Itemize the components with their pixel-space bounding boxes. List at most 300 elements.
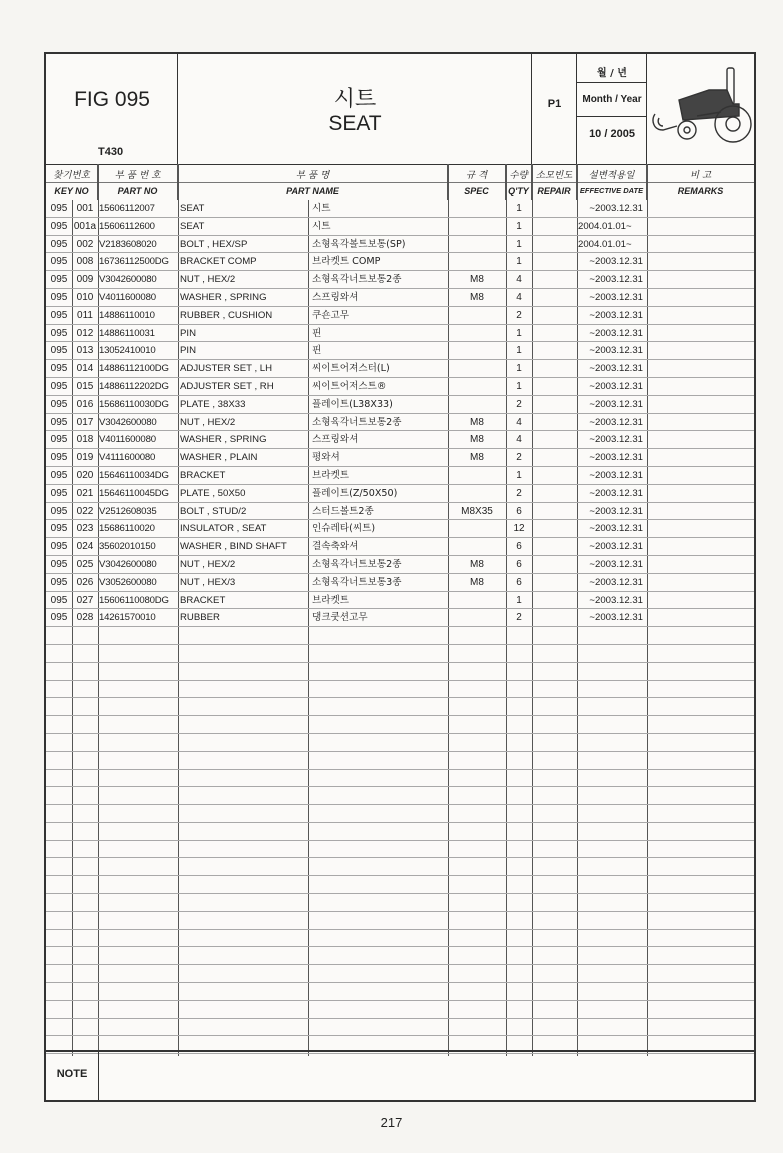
part-name-korean: 플레이트(Z/50X50)	[312, 487, 398, 499]
page-cell	[532, 54, 577, 164]
part-number: V4011600080	[99, 291, 156, 303]
repair	[532, 520, 577, 537]
table-row	[46, 520, 754, 538]
empty-row	[46, 894, 754, 912]
repair	[532, 609, 577, 626]
key-number: 008	[76, 256, 94, 268]
part-name-english: RUBBER , CUSHION	[180, 309, 273, 321]
part-number: V4011600080	[99, 434, 156, 446]
remarks	[647, 503, 754, 520]
empty-row	[46, 841, 754, 859]
spec	[448, 538, 506, 555]
part-name-korean: 핀	[312, 345, 322, 357]
spec	[448, 307, 506, 324]
empty-row	[46, 681, 754, 699]
part-number: 13052410010	[99, 345, 156, 357]
key-number: 017	[76, 416, 94, 428]
remarks	[647, 218, 754, 235]
table-row	[46, 271, 754, 289]
part-name-korean: 스터드볼트2종	[312, 505, 374, 517]
key-group: 095	[50, 612, 68, 624]
note-label: NOTE	[56, 1068, 88, 1080]
part-name-english: WASHER , SPRING	[180, 291, 267, 303]
quantity: 4	[516, 434, 522, 446]
remarks	[647, 556, 754, 573]
remarks	[647, 325, 754, 342]
part-number: 14261570010	[99, 612, 156, 624]
table-row	[46, 485, 754, 503]
empty-row	[46, 965, 754, 983]
repair	[532, 271, 577, 288]
empty-row	[46, 876, 754, 894]
part-name-korean: 소형육각너트보통2종	[312, 274, 402, 286]
repair	[532, 253, 577, 270]
repair	[532, 574, 577, 591]
effective-date: ~2003.12.31	[589, 434, 643, 446]
table-row	[46, 503, 754, 521]
key-group: 095	[50, 256, 68, 268]
effective-date: ~2003.12.31	[589, 541, 643, 553]
key-group: 095	[50, 523, 68, 535]
part-name-english: NUT , HEX/2	[180, 416, 236, 428]
repair	[532, 431, 577, 448]
key-group: 095	[50, 505, 68, 517]
part-name-english: SEAT	[180, 220, 205, 232]
part-name-korean: 씨이트어저스트®	[312, 380, 387, 392]
effective-date: ~2003.12.31	[589, 523, 643, 535]
remarks	[647, 200, 754, 217]
col-part-name: 부 품 명 PART NAME	[178, 164, 448, 200]
key-group: 095	[50, 558, 68, 570]
part-number: 16736112500DG	[99, 256, 169, 268]
quantity: 12	[513, 523, 525, 535]
effective-date: ~2003.12.31	[589, 469, 643, 481]
remarks	[647, 271, 754, 288]
key-number: 016	[76, 398, 94, 410]
empty-row	[46, 930, 754, 948]
table-row	[46, 609, 754, 627]
sheet-page-number: P1	[547, 98, 562, 110]
quantity: 6	[516, 558, 522, 570]
remarks	[647, 307, 754, 324]
title-korean: 시트	[333, 87, 377, 112]
quantity: 2	[516, 309, 522, 321]
quantity: 1	[516, 220, 522, 232]
empty-row	[46, 1019, 754, 1037]
part-number: 15606110080DG	[99, 594, 169, 606]
key-group: 095	[50, 434, 68, 446]
part-number: V3042600080	[99, 416, 157, 428]
effective-date: ~2003.12.31	[589, 327, 643, 339]
quantity: 6	[516, 505, 522, 517]
quantity: 2	[516, 398, 522, 410]
key-group: 095	[50, 469, 68, 481]
spec: M8X35	[461, 505, 493, 517]
spec: M8	[470, 291, 484, 303]
col-effective-date: 설변적용일 EFFECTIVE DATE	[577, 164, 647, 200]
key-group: 095	[50, 327, 68, 339]
part-number: 14886110031	[99, 327, 155, 339]
part-name-english: BOLT , STUD/2	[180, 505, 247, 517]
quantity: 1	[516, 345, 522, 357]
empty-row	[46, 663, 754, 681]
quantity: 1	[516, 238, 522, 250]
part-number: V3042600080	[99, 558, 157, 570]
part-name-korean: 소형육각너트보통3종	[312, 576, 402, 588]
part-number: 14886112100DG	[99, 363, 169, 375]
part-name-korean: 브라켓트	[312, 594, 350, 606]
spec: M8	[470, 576, 484, 588]
remarks	[647, 574, 754, 591]
key-number: 023	[76, 523, 94, 535]
table-row	[46, 556, 754, 574]
remarks	[647, 609, 754, 626]
part-number: V3052600080	[99, 576, 157, 588]
key-number: 001a	[73, 220, 97, 232]
repair	[532, 592, 577, 609]
part-number: 15686110020	[99, 523, 155, 535]
col-remarks: 비 고 REMARKS	[647, 164, 754, 200]
empty-row	[46, 716, 754, 734]
remarks	[647, 289, 754, 306]
effective-date: ~2003.12.31	[589, 309, 643, 321]
effective-date: ~2003.12.31	[589, 594, 643, 606]
quantity: 4	[516, 291, 522, 303]
key-number: 026	[76, 576, 94, 588]
spec	[448, 200, 506, 217]
key-group: 095	[50, 238, 68, 250]
key-group: 095	[50, 309, 68, 321]
part-name-korean: 브라켓트	[312, 469, 350, 481]
part-name-korean: 쿠숀고무	[312, 309, 350, 321]
repair	[532, 289, 577, 306]
fig-number: FIG 095	[74, 88, 150, 111]
part-name-english: RUBBER	[180, 612, 220, 624]
key-group: 095	[50, 345, 68, 357]
key-group: 095	[50, 541, 68, 553]
col-qty: 수량 Q'TY	[506, 164, 532, 200]
spec	[448, 342, 506, 359]
spec	[448, 592, 506, 609]
table-row	[46, 218, 754, 236]
table-row	[46, 396, 754, 414]
empty-row	[46, 627, 754, 645]
spec	[448, 485, 506, 502]
repair	[532, 503, 577, 520]
part-name-english: WASHER , SPRING	[180, 434, 267, 446]
spec	[448, 253, 506, 270]
key-number: 002	[76, 238, 94, 250]
spec: M8	[470, 274, 484, 286]
effective-date: ~2003.12.31	[589, 487, 643, 499]
table-row	[46, 236, 754, 254]
quantity: 1	[516, 203, 522, 214]
part-number: 15606112007	[99, 203, 155, 214]
empty-row	[46, 912, 754, 930]
month-year-label-ko: 월 / 년	[597, 68, 627, 79]
part-name-english: PLATE , 50X50	[180, 487, 246, 499]
part-name-korean: 평와셔	[312, 452, 340, 464]
repair	[532, 467, 577, 484]
quantity: 1	[516, 256, 522, 268]
key-number: 001	[76, 203, 94, 214]
part-name-korean: 인슈레타(씨트)	[312, 523, 376, 535]
part-name-english: INSULATOR , SEAT	[180, 523, 267, 535]
table-row	[46, 449, 754, 467]
table-row	[46, 325, 754, 343]
empty-row	[46, 1001, 754, 1019]
effective-date: ~2003.12.31	[589, 345, 643, 357]
spec	[448, 520, 506, 537]
spec: M8	[470, 558, 484, 570]
table-row	[46, 342, 754, 360]
part-number: 15646110045DG	[99, 487, 169, 499]
tractor-illustration-cell	[647, 54, 754, 164]
key-number: 018	[76, 434, 94, 446]
repair	[532, 449, 577, 466]
repair	[532, 218, 577, 235]
table-row	[46, 431, 754, 449]
remarks	[647, 396, 754, 413]
part-number: 14886112202DG	[99, 380, 169, 392]
spec	[448, 360, 506, 377]
part-name-english: ADJUSTER SET , LH	[180, 363, 273, 375]
table-row	[46, 289, 754, 307]
table-row	[46, 574, 754, 592]
repair	[532, 342, 577, 359]
remarks	[647, 236, 754, 253]
spec	[448, 218, 506, 235]
part-number: V2512608035	[99, 505, 157, 517]
repair	[532, 414, 577, 431]
key-group: 095	[50, 291, 68, 303]
table-row	[46, 200, 754, 218]
page-number: 217	[380, 1115, 403, 1130]
key-group: 095	[50, 274, 68, 286]
part-name-korean: 소형육각너트보통2종	[312, 558, 402, 570]
part-name-english: PIN	[180, 327, 196, 339]
repair	[532, 485, 577, 502]
key-group: 095	[50, 220, 68, 232]
remarks	[647, 467, 754, 484]
part-number: 15606112600	[99, 220, 155, 232]
repair	[532, 200, 577, 217]
empty-row	[46, 770, 754, 788]
remarks	[647, 592, 754, 609]
repair	[532, 378, 577, 395]
effective-date: ~2003.12.31	[589, 363, 643, 375]
repair	[532, 360, 577, 377]
part-name-korean: 소형육각볼트보통(SP)	[312, 238, 406, 250]
part-name-korean: 브라켓트 COMP	[312, 256, 381, 268]
key-group: 095	[50, 576, 68, 588]
quantity: 2	[516, 452, 522, 464]
repair	[532, 236, 577, 253]
empty-row	[46, 787, 754, 805]
table-row	[46, 414, 754, 432]
fig-cell	[46, 54, 178, 164]
key-number: 027	[76, 594, 94, 606]
empty-row	[46, 752, 754, 770]
quantity: 1	[516, 380, 522, 392]
key-group: 095	[50, 380, 68, 392]
part-name-korean: 댕크쿳션고무	[312, 612, 368, 624]
part-name-english: BOLT , HEX/SP	[180, 238, 248, 250]
quantity: 1	[516, 594, 522, 606]
key-group: 095	[50, 416, 68, 428]
remarks	[647, 485, 754, 502]
key-number: 028	[76, 612, 94, 624]
table-row	[46, 360, 754, 378]
key-group: 095	[50, 594, 68, 606]
key-group: 095	[50, 398, 68, 410]
col-repair: 소모빈도 REPAIR	[532, 164, 577, 200]
effective-date: ~2003.12.31	[589, 380, 643, 392]
parts-table	[46, 200, 754, 1054]
tractor-icon	[649, 60, 753, 160]
spec	[448, 236, 506, 253]
empty-row	[46, 858, 754, 876]
col-part-no: 부 품 번 호 PART NO	[98, 164, 178, 200]
part-number: 35602010150	[99, 541, 156, 553]
table-row	[46, 538, 754, 556]
effective-date: 2004.01.01~	[578, 238, 632, 250]
remarks	[647, 538, 754, 555]
part-name-english: BRACKET	[180, 594, 226, 606]
key-number: 024	[76, 541, 94, 553]
part-name-korean: 결속축와셔	[312, 541, 359, 553]
effective-date: ~2003.12.31	[589, 274, 643, 286]
quantity: 6	[516, 541, 522, 553]
remarks	[647, 378, 754, 395]
remarks	[647, 520, 754, 537]
part-name-english: WASHER , PLAIN	[180, 452, 258, 464]
effective-date: ~2003.12.31	[589, 291, 643, 303]
empty-row	[46, 823, 754, 841]
part-number: V4111600080	[99, 452, 156, 464]
part-name-korean: 핀	[312, 327, 322, 339]
empty-row	[46, 734, 754, 752]
table-row	[46, 467, 754, 485]
spec: M8	[470, 416, 484, 428]
remarks	[647, 414, 754, 431]
note-section	[46, 1050, 754, 1100]
repair	[532, 307, 577, 324]
repair	[532, 325, 577, 342]
quantity: 1	[516, 363, 522, 375]
part-name-korean: 스프링와셔	[312, 291, 359, 303]
spec	[448, 396, 506, 413]
part-name-korean: 씨이트어져스터(L)	[312, 363, 390, 375]
quantity: 4	[516, 416, 522, 428]
table-row	[46, 307, 754, 325]
effective-date: ~2003.12.31	[589, 576, 643, 588]
part-name-english: BRACKET	[180, 469, 226, 481]
parts-sheet	[44, 52, 756, 1102]
effective-date: ~2003.12.31	[589, 452, 643, 464]
title-cell	[178, 54, 532, 164]
part-name-korean: 스프링와셔	[312, 434, 359, 446]
part-number: 14886110010	[99, 309, 155, 321]
key-number: 021	[76, 487, 94, 499]
part-name-english: WASHER , BIND SHAFT	[180, 541, 287, 553]
effective-date: ~2003.12.31	[589, 398, 643, 410]
empty-row	[46, 983, 754, 1001]
effective-date: ~2003.12.31	[589, 612, 643, 624]
key-number: 019	[76, 452, 94, 464]
key-group: 095	[50, 452, 68, 464]
key-number: 009	[76, 274, 94, 286]
spec	[448, 467, 506, 484]
effective-date: 2004.01.01~	[578, 220, 632, 232]
key-number: 012	[76, 327, 94, 339]
quantity: 6	[516, 576, 522, 588]
key-number: 015	[76, 380, 94, 392]
key-number: 025	[76, 558, 94, 570]
key-number: 022	[76, 505, 94, 517]
empty-row	[46, 805, 754, 823]
quantity: 4	[516, 274, 522, 286]
effective-date: ~2003.12.31	[589, 256, 643, 268]
part-name-english: PLATE , 38X33	[180, 398, 246, 410]
part-name-english: BRACKET COMP	[180, 256, 257, 268]
part-name-english: PIN	[180, 345, 196, 357]
part-name-korean: 시트	[312, 220, 331, 232]
empty-row	[46, 645, 754, 663]
repair	[532, 396, 577, 413]
table-row	[46, 253, 754, 271]
col-key-no: 찾기번호 KEY NO	[46, 164, 98, 200]
part-name-korean: 시트	[312, 203, 331, 214]
part-name-english: ADJUSTER SET , RH	[180, 380, 274, 392]
part-name-english: NUT , HEX/3	[180, 576, 236, 588]
spec	[448, 325, 506, 342]
remarks	[647, 342, 754, 359]
key-number: 011	[77, 309, 93, 321]
part-name-korean: 소형육각너트보통2종	[312, 416, 402, 428]
effective-date: ~2003.12.31	[589, 505, 643, 517]
spec: M8	[470, 452, 484, 464]
month-year-label-en: Month / Year	[582, 94, 642, 105]
month-year-cell	[577, 54, 647, 164]
part-name-english: NUT , HEX/2	[180, 274, 236, 286]
title-english: SEAT	[328, 112, 382, 135]
model-number: T430	[98, 146, 124, 158]
part-name-korean: 플레이트(L38X33)	[312, 398, 393, 410]
key-group: 095	[50, 203, 68, 214]
remarks	[647, 431, 754, 448]
part-number: V2183608020	[99, 238, 157, 250]
key-number: 010	[76, 291, 94, 303]
key-number: 014	[76, 363, 94, 375]
part-name-english: NUT , HEX/2	[180, 558, 236, 570]
key-number: 020	[76, 469, 94, 481]
repair	[532, 538, 577, 555]
empty-row	[46, 947, 754, 965]
spec: M8	[470, 434, 484, 446]
part-number: 15646110034DG	[99, 469, 169, 481]
remarks	[647, 449, 754, 466]
table-row	[46, 378, 754, 396]
key-group: 095	[50, 487, 68, 499]
remarks	[647, 360, 754, 377]
quantity: 2	[516, 487, 522, 499]
part-number: 15686110030DG	[99, 398, 169, 410]
spec	[448, 609, 506, 626]
key-number: 013	[76, 345, 94, 357]
table-row	[46, 592, 754, 610]
col-spec: 규 격 SPEC	[448, 164, 506, 200]
